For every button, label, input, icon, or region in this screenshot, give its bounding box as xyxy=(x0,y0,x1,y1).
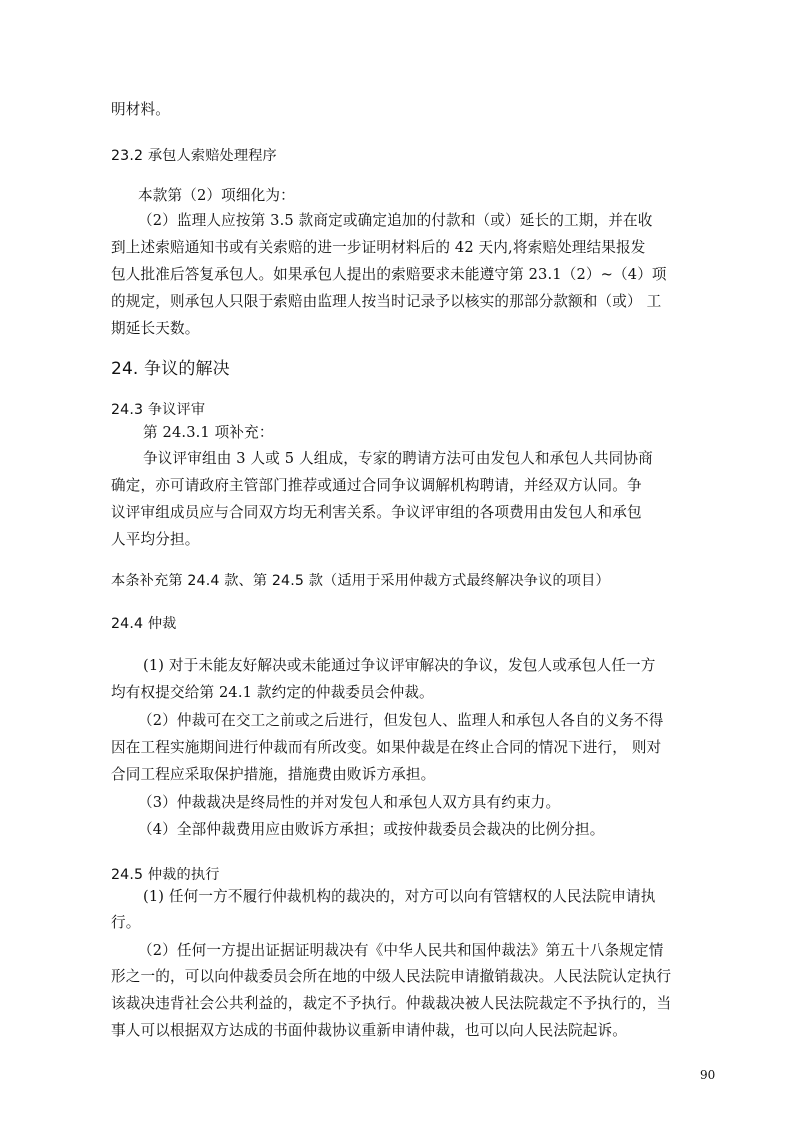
body-line: （2）仲裁可在交工之前或之后进行，但发包人、监理人和承包人各自的义务不得 xyxy=(138,712,664,729)
body-line: （3）仲裁裁决是终局性的并对发包人和承包人双方具有约束力。 xyxy=(138,794,561,811)
body-line: 均有权提交给第 24.1 款约定的仲裁委员会仲裁。 xyxy=(111,684,434,701)
clause-heading: 24.5 仲裁的执行 xyxy=(111,867,220,883)
body-line: 包人批准后答复承包人。如果承包人提出的索赔要求未能遵守第 23.1（2）~（4）项 xyxy=(111,266,667,283)
body-line: 人平均分担。 xyxy=(111,531,200,548)
body-line: 第 24.3.1 项补充： xyxy=(143,424,274,441)
body-line: (1) 对于未能友好解决或未能通过争议评审解决的争议，发包人或承包人任一方 xyxy=(143,657,656,674)
body-line: 行。 xyxy=(111,914,141,931)
body-line: 期延长天数。 xyxy=(111,320,200,337)
body-line: 到上述索赔通知书或有关索赔的进一步证明材料后的 42 天内,将索赔处理结果报发 xyxy=(111,239,646,256)
page-number: 90 xyxy=(700,1068,716,1082)
body-line: （2）任何一方提出证据证明裁决有《中华人民共和国仲裁法》第五十八条规定情 xyxy=(138,942,664,959)
body-line: 因在工程实施期间进行仲裁而有所改变。如果仲裁是在终止合同的情况下进行， 则对 xyxy=(111,739,662,756)
body-line: 该裁决违背社会公共利益的，裁定不予执行。仲裁裁决被人民法院裁定不予执行的，当 xyxy=(111,995,672,1012)
clause-heading: 24.4 仲裁 xyxy=(111,616,177,632)
body-line: 议评审组成员应与合同双方均无利害关系。争议评审组的各项费用由发包人和承包 xyxy=(111,504,642,521)
body-line: 本款第（2）项细化为： xyxy=(138,187,295,204)
body-line: (1) 任何一方不履行仲裁机构的裁决的，对方可以向有管辖权的人民法院申请执 xyxy=(143,888,656,905)
body-line: （2）监理人应按第 3.5 款商定或确定追加的付款和（或）延长的工期，并在收 xyxy=(138,212,653,229)
body-line: 事人可以根据双方达成的书面仲裁协议重新申请仲裁，也可以向人民法院起诉。 xyxy=(111,1022,628,1039)
body-line: 合同工程应采取保护措施，措施费由败诉方承担。 xyxy=(111,766,436,783)
body-line: 形之一的，可以向仲裁委员会所在地的中级人民法院申请撤销裁决。人民法院认定执行 xyxy=(111,968,672,985)
body-line: 确定，亦可请政府主管部门推荐或通过合同争议调解机构聘请，并经双方认同。争 xyxy=(111,477,642,494)
clause-heading: 24.3 争议评审 xyxy=(111,402,206,418)
body-line: 明材料。 xyxy=(111,101,170,118)
body-line: （4）全部仲裁费用应由败诉方承担；或按仲裁委员会裁决的比例分担。 xyxy=(138,821,605,838)
section-heading: 24. 争议的解决 xyxy=(111,359,230,379)
clause-heading: 23.2 承包人索赔处理程序 xyxy=(111,148,277,164)
body-line: 争议评审组由 3 人或 5 人组成，专家的聘请方法可由发包人和承包人共同协商 xyxy=(143,450,653,467)
body-line: 的规定，则承包人只限于索赔由监理人按当时记录予以核实的那部分款额和（或） 工 xyxy=(111,293,662,310)
clause-heading: 本条补充第 24.4 款、第 24.5 款（适用于采用仲裁方式最终解决争议的项目） xyxy=(111,573,610,589)
